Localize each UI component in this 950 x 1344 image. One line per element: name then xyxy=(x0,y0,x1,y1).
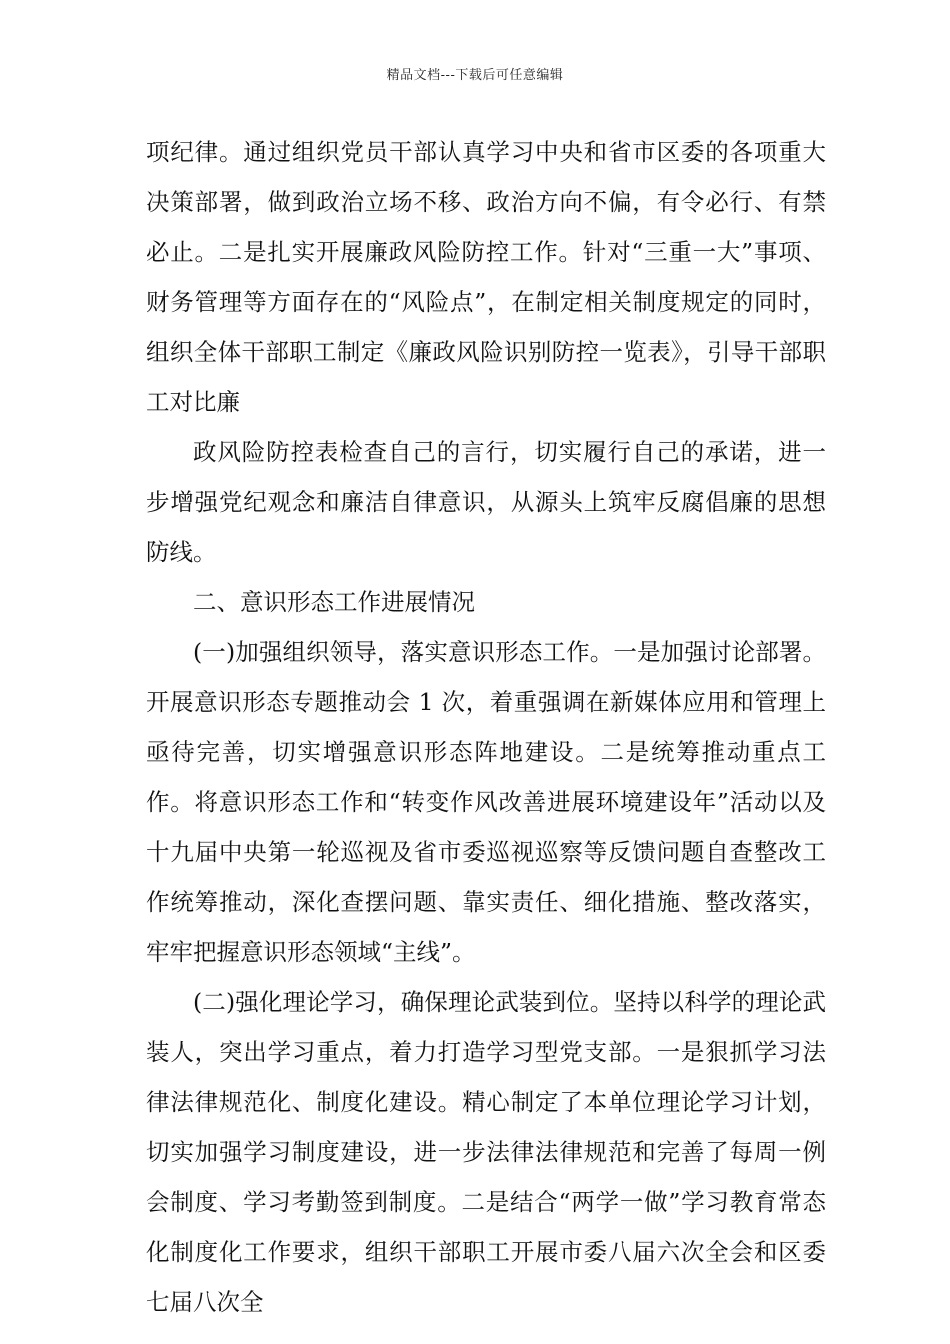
paragraph: 项纪律。通过组织党员干部认真学习中央和省市区委的各项重大决策部署，做到政治立场不移、政治方向不偏，有令必行、有禁必止。二是扎实开展廉政风险防控工作。针对“三重一大”事项、财务管理等方面存在的“风险点”，在制定相关制度规定的同时，组织全体干部职工制定《廉政风险识别防控一览表》，引导干部职工对比廉 xyxy=(146,138,826,416)
paragraph: 政风险防控表检查自己的言行，切实履行自己的承诺，进一步增强党纪观念和廉洁自律意识，从源头上筑牢反腐倡廉的思想防线。 xyxy=(146,438,826,566)
page-header: 精品文档---下载后可任意编辑 xyxy=(386,68,564,83)
document-body xyxy=(146,127,826,1327)
paragraph: (二)强化理论学习，确保理论武装到位。坚持以科学的理论武装人，突出学习重点，着力打造学习型党支部。一是狠抓学习法律法律规范化、制度化建设。精心制定了本单位理论学习计划，切实加强学习制度建设，进一步法律法律规范和完善了每周一例会制度、学习考勤签到制度。二是结合“两学一做”学习教育常态化制度化工作要求，组织干部职工开展市委八届六次全会和区委七届八次全 xyxy=(146,988,826,1316)
paragraph: (一)加强组织领导，落实意识形态工作。一是加强讨论部署。开展意识形态专题推动会 1 次，着重强调在新媒体应用和管理上亟待完善，切实增强意识形态阵地建设。二是统筹推动重点工作。将意识形态工作和“转变作风改善进展环境建设年”活动以及十九届中央第一轮巡视及省市委巡视巡察等反馈问题自查整改工作统筹推动，深化查摆问题、靠实责任、细化措施、整改落实，牢牢把握意识形态领域“主线”。 xyxy=(146,638,826,966)
section-heading: 二、意识形态工作进展情况 xyxy=(193,588,475,616)
